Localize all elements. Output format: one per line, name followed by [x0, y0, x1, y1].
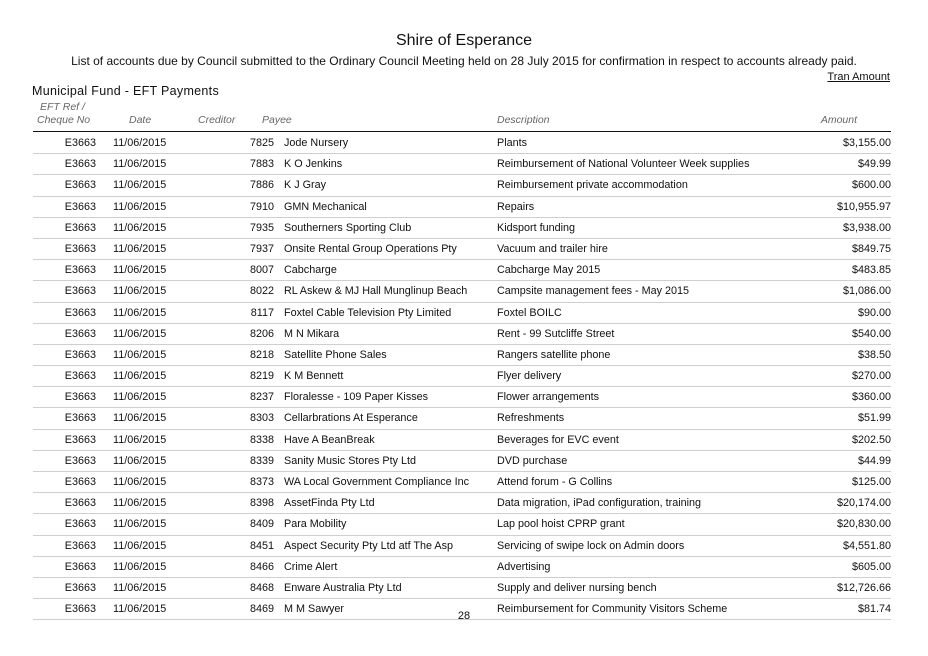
- payee-cell: Cabcharge: [284, 264, 337, 277]
- amount-cell: $202.50: [851, 433, 891, 446]
- creditor-cell: 8206: [249, 327, 274, 340]
- creditor-cell: 8219: [249, 370, 274, 383]
- amount-cell: $4,551.80: [842, 539, 891, 552]
- creditor-cell: 8218: [249, 348, 274, 361]
- payee-cell: M N Mikara: [284, 327, 340, 340]
- table-row: [33, 451, 891, 472]
- creditor-cell: 7886: [249, 179, 274, 192]
- date-cell: 11/06/2015: [113, 497, 167, 510]
- date-cell: 11/06/2015: [113, 581, 167, 594]
- date-cell: 11/06/2015: [113, 179, 167, 192]
- payee-cell: GMN Mechanical: [284, 200, 367, 213]
- creditor-cell: 8469: [249, 603, 274, 616]
- payee-cell: Foxtel Cable Television Pty Limited: [284, 306, 452, 319]
- table-row: [33, 430, 891, 451]
- amount-cell: $483.85: [851, 264, 891, 277]
- amount-cell: $12,726.66: [836, 581, 891, 594]
- table-row: [33, 578, 891, 599]
- cheque-no-cell: E3663: [64, 179, 96, 192]
- amount-cell: $849.75: [851, 242, 891, 255]
- amount-cell: $10,955.97: [836, 200, 891, 213]
- creditor-cell: 8339: [249, 454, 274, 467]
- date-cell: 11/06/2015: [113, 264, 167, 277]
- cheque-no-cell: E3663: [64, 264, 96, 277]
- creditor-cell: 8451: [249, 539, 274, 552]
- cheque-no-cell: E3663: [64, 412, 96, 425]
- table-row: [33, 493, 891, 514]
- cheque-no-cell: E3663: [64, 200, 96, 213]
- payee-cell: K J Gray: [284, 179, 326, 192]
- date-cell: 11/06/2015: [113, 242, 167, 255]
- cheque-no-cell: E3663: [64, 581, 96, 594]
- col-header-payee: Payee: [262, 114, 292, 126]
- amount-cell: $600.00: [851, 179, 891, 192]
- amount-cell: $51.99: [857, 412, 891, 425]
- creditor-cell: 7883: [249, 158, 274, 171]
- cheque-no-cell: E3663: [64, 476, 96, 488]
- cheque-no-cell: E3663: [64, 433, 96, 446]
- description-cell: Servicing of swipe lock on Admin doors: [497, 539, 685, 552]
- amount-cell: $270.00: [851, 370, 891, 383]
- table-row: [33, 345, 891, 366]
- description-cell: Lap pool hoist CPRP grant: [497, 518, 625, 531]
- creditor-cell: 7935: [249, 221, 274, 234]
- description-cell: Supply and deliver nursing bench: [497, 581, 657, 594]
- creditor-cell: 8022: [249, 285, 274, 298]
- table-row: [33, 197, 891, 218]
- date-cell: 11/06/2015: [113, 476, 167, 488]
- description-cell: Reimbursement for Community Visitors Scheme: [497, 603, 728, 616]
- date-cell: 11/06/2015: [113, 327, 167, 340]
- cheque-no-cell: E3663: [64, 348, 96, 361]
- date-cell: 11/06/2015: [113, 454, 167, 467]
- description-cell: Advertising: [497, 560, 551, 573]
- cheque-no-cell: E3663: [64, 221, 96, 234]
- amount-cell: $360.00: [851, 391, 891, 404]
- table-row: [33, 218, 891, 239]
- amount-cell: $81.74: [857, 603, 891, 616]
- description-cell: Beverages for EVC event: [497, 433, 619, 446]
- col-header-amount: Amount: [820, 114, 857, 126]
- header-rule: [33, 131, 891, 132]
- payee-cell: AssetFinda Pty Ltd: [284, 497, 375, 510]
- table-row: [33, 536, 891, 557]
- cheque-no-cell: E3663: [64, 603, 96, 616]
- cheque-no-cell: E3663: [64, 539, 96, 552]
- col-header-creditor: Creditor: [198, 114, 236, 126]
- cheque-no-cell: E3663: [64, 285, 96, 298]
- col-header-description: Description: [497, 114, 550, 126]
- description-cell: Plants: [497, 137, 528, 149]
- cheque-no-cell: E3663: [64, 518, 96, 531]
- payee-cell: K O Jenkins: [284, 158, 343, 171]
- table-row: [33, 472, 891, 493]
- date-cell: 11/06/2015: [113, 306, 167, 319]
- description-cell: Repairs: [497, 200, 535, 213]
- date-cell: 11/06/2015: [113, 200, 167, 213]
- date-cell: 11/06/2015: [113, 221, 167, 234]
- amount-cell: $3,155.00: [842, 137, 891, 149]
- amount-cell: $3,938.00: [842, 221, 891, 234]
- payee-cell: Aspect Security Pty Ltd atf The Asp: [284, 539, 454, 552]
- table-row: [33, 175, 891, 196]
- date-cell: 11/06/2015: [113, 560, 167, 573]
- table-row: [33, 260, 891, 281]
- payee-cell: Sanity Music Stores Pty Ltd: [284, 454, 417, 467]
- cheque-no-cell: E3663: [64, 306, 96, 319]
- date-cell: 11/06/2015: [113, 433, 167, 446]
- cheque-no-cell: E3663: [64, 327, 96, 340]
- tran-amount-label: Tran Amount: [827, 71, 890, 83]
- table-row: [33, 514, 891, 535]
- creditor-cell: 7825: [249, 137, 274, 149]
- payee-cell: Onsite Rental Group Operations Pty: [284, 242, 457, 255]
- amount-cell: $540.00: [851, 327, 891, 340]
- cheque-no-cell: E3663: [64, 391, 96, 404]
- cheque-no-cell: E3663: [64, 454, 96, 467]
- description-cell: Reimbursement private accommodation: [497, 179, 688, 192]
- description-cell: Rangers satellite phone: [497, 348, 611, 361]
- description-cell: Flyer delivery: [497, 370, 562, 383]
- table-row: [33, 557, 891, 578]
- amount-cell: $49.99: [857, 158, 891, 171]
- description-cell: Vacuum and trailer hire: [497, 242, 608, 255]
- payee-cell: Cellarbrations At Esperance: [284, 412, 418, 425]
- creditor-cell: 8007: [249, 264, 274, 277]
- table-row: [33, 366, 891, 387]
- date-cell: 11/06/2015: [113, 412, 167, 425]
- creditor-cell: 8466: [249, 560, 274, 573]
- date-cell: 11/06/2015: [113, 370, 167, 383]
- payee-cell: Have A BeanBreak: [284, 433, 375, 446]
- description-cell: Cabcharge May 2015: [497, 264, 601, 277]
- table-row: [33, 154, 891, 175]
- amount-cell: $38.50: [857, 348, 891, 361]
- amount-cell: $1,086.00: [842, 285, 891, 298]
- date-cell: 11/06/2015: [113, 285, 167, 298]
- amount-cell: $90.00: [857, 306, 891, 319]
- date-cell: 11/06/2015: [113, 603, 167, 616]
- payments-table: [33, 133, 891, 620]
- date-cell: 11/06/2015: [113, 391, 167, 404]
- payee-cell: Crime Alert: [284, 560, 338, 573]
- payee-cell: Southerners Sporting Club: [284, 221, 412, 234]
- creditor-cell: 7937: [249, 242, 274, 255]
- creditor-cell: 8409: [249, 518, 274, 531]
- amount-cell: $20,174.00: [836, 497, 891, 510]
- payee-cell: RL Askew & MJ Hall Munglinup Beach: [284, 285, 468, 298]
- creditor-cell: 8373: [249, 476, 274, 488]
- description-cell: Attend forum - G Collins: [497, 476, 613, 488]
- col-header-date: Date: [129, 114, 152, 126]
- payee-cell: Satellite Phone Sales: [284, 348, 387, 361]
- date-cell: 11/06/2015: [113, 518, 167, 531]
- page-number: 28: [457, 610, 471, 622]
- date-cell: 11/06/2015: [113, 539, 167, 552]
- description-cell: Kidsport funding: [497, 221, 576, 234]
- cheque-no-cell: E3663: [64, 497, 96, 510]
- date-cell: 11/06/2015: [113, 158, 167, 171]
- col-header-ref-line2: Cheque No: [37, 114, 91, 126]
- creditor-cell: 8117: [250, 306, 274, 319]
- amount-cell: $44.99: [857, 454, 891, 467]
- description-cell: Refreshments: [497, 412, 565, 425]
- description-cell: Reimbursement of National Volunteer Week supplies: [497, 158, 750, 171]
- fund-heading: Municipal Fund - EFT Payments: [32, 84, 220, 98]
- report-subtitle: List of accounts due by Council submitted to the Ordinary Council Meeting held on 28 July 2015 for confirmation in respect to accounts already paid.: [71, 54, 857, 68]
- table-row: [33, 324, 891, 345]
- cheque-no-cell: E3663: [64, 137, 96, 149]
- payee-cell: Enware Australia Pty Ltd: [284, 581, 402, 594]
- payee-cell: Para Mobility: [284, 518, 347, 531]
- amount-cell: $20,830.00: [836, 518, 891, 531]
- table-row: [33, 408, 891, 429]
- payee-cell: M M Sawyer: [284, 603, 344, 616]
- table-row: [33, 239, 891, 260]
- creditor-cell: 7910: [249, 200, 274, 213]
- report-title: Shire of Esperance: [395, 32, 533, 49]
- amount-cell: $125.00: [851, 476, 891, 488]
- amount-cell: $605.00: [851, 560, 891, 573]
- cheque-no-cell: E3663: [64, 242, 96, 255]
- cheque-no-cell: E3663: [64, 370, 96, 383]
- cheque-no-cell: E3663: [64, 560, 96, 573]
- creditor-cell: 8398: [249, 497, 274, 510]
- payee-cell: WA Local Government Compliance Inc: [284, 476, 470, 488]
- description-cell: Rent - 99 Sutcliffe Street: [497, 327, 615, 340]
- payee-cell: K M Bennett: [284, 370, 344, 383]
- table-row: [33, 281, 891, 302]
- description-cell: Campsite management fees - May 2015: [497, 285, 690, 298]
- date-cell: 11/06/2015: [113, 348, 167, 361]
- creditor-cell: 8237: [249, 391, 274, 404]
- col-header-ref-line1: EFT Ref /: [40, 101, 85, 113]
- payee-cell: Floralesse - 109 Paper Kisses: [284, 391, 429, 404]
- creditor-cell: 8468: [249, 581, 274, 594]
- date-cell: 11/06/2015: [113, 137, 167, 149]
- description-cell: Flower arrangements: [497, 391, 600, 404]
- description-cell: Foxtel BOILC: [497, 306, 562, 319]
- cheque-no-cell: E3663: [64, 158, 96, 171]
- payee-cell: Jode Nursery: [284, 137, 349, 149]
- description-cell: Data migration, iPad configuration, training: [497, 497, 702, 510]
- description-cell: DVD purchase: [497, 454, 568, 467]
- table-row: [33, 133, 891, 154]
- table-row: [33, 303, 891, 324]
- creditor-cell: 8303: [249, 412, 274, 425]
- table-row: [33, 387, 891, 408]
- creditor-cell: 8338: [249, 433, 274, 446]
